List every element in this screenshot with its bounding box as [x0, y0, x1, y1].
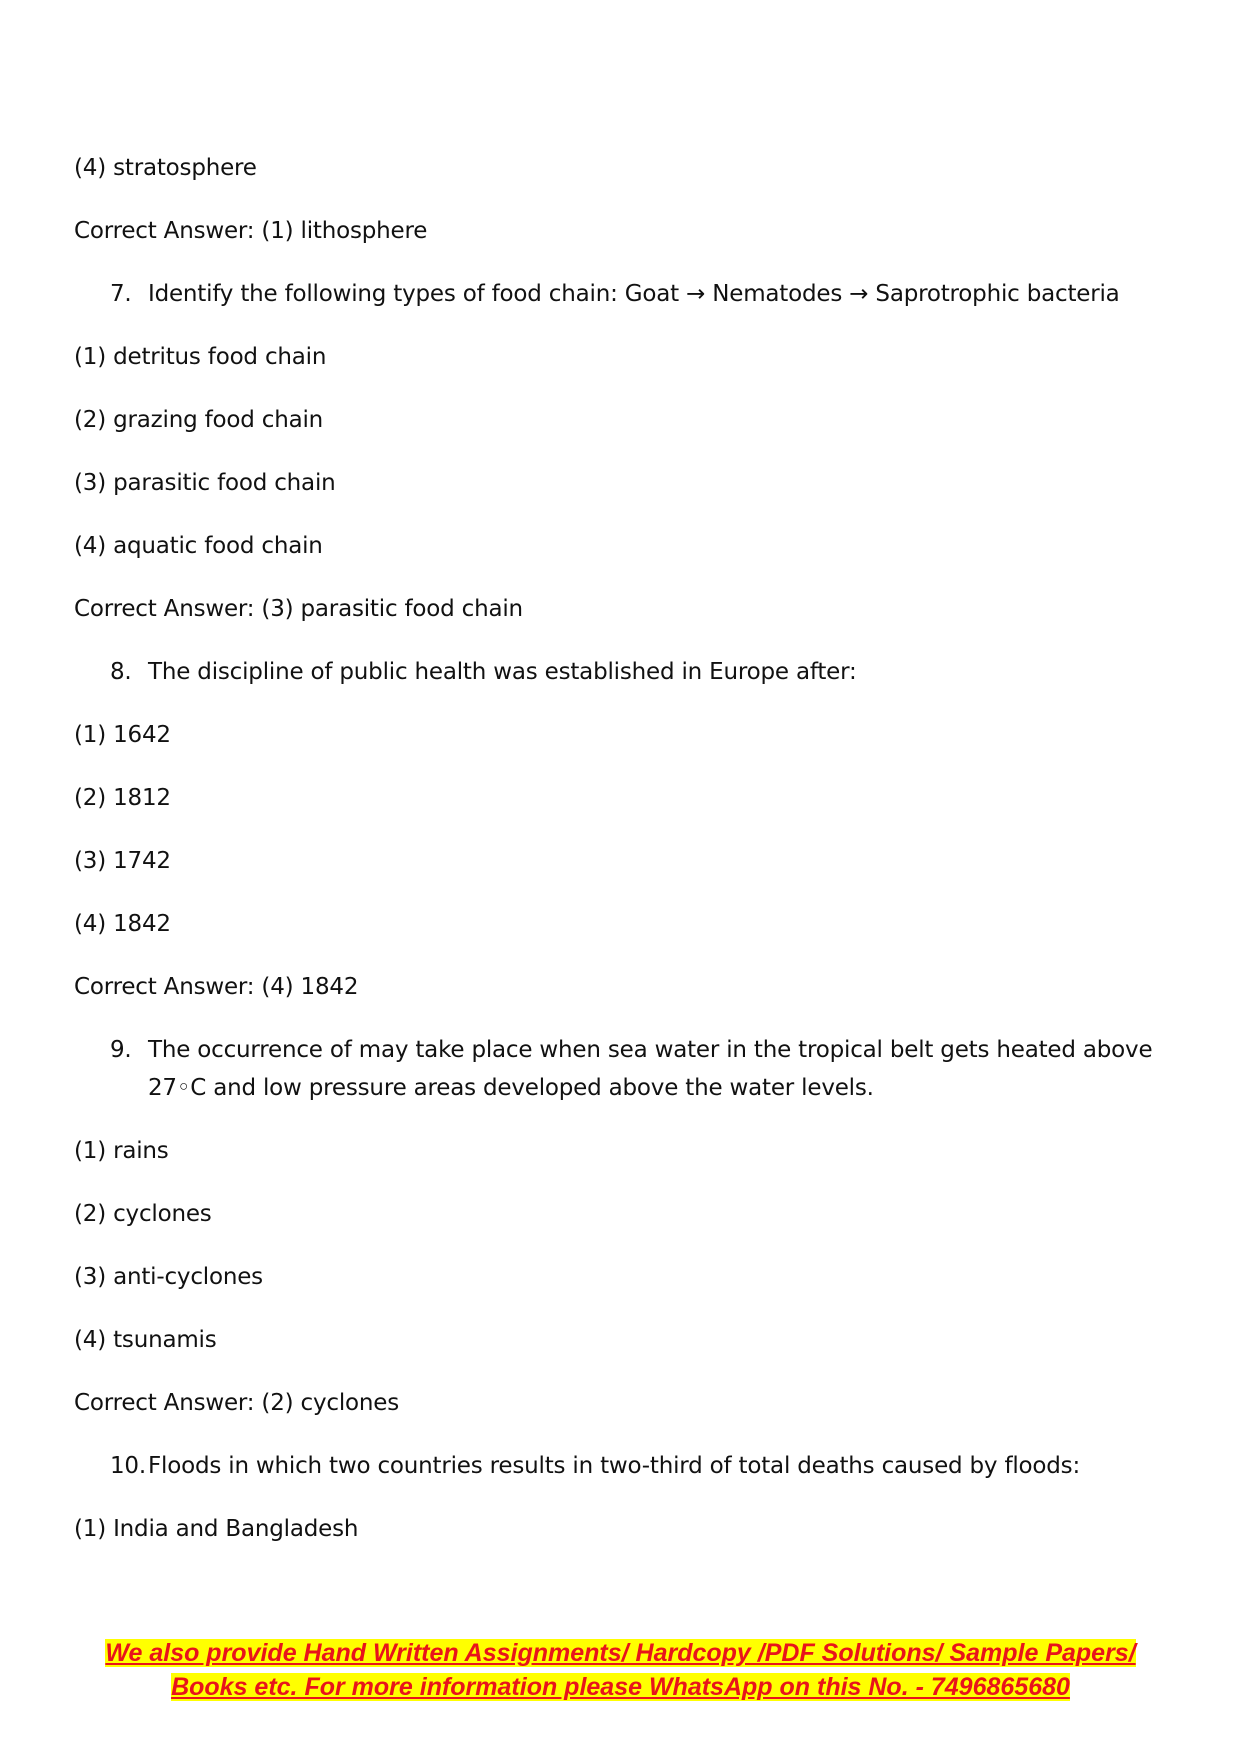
option-line: (4) 1842: [74, 911, 171, 937]
promo-footer: [60, 1636, 1181, 1704]
option-line: (4) tsunamis: [74, 1327, 217, 1353]
option-line: (1) India and Bangladesh: [74, 1516, 359, 1542]
promo-line-2: Books etc. For more information please WhatsApp on this No. - 7496865680: [171, 1673, 1070, 1701]
promo-line-1: We also provide Hand Written Assignments/ Hardcopy /PDF Solutions/ Sample Papers/: [105, 1639, 1136, 1667]
question-9: [110, 1031, 1190, 1107]
question-text: Identify the following types of food chain: Goat → Nematodes → Saprotrophic bacteria: [148, 281, 1120, 307]
question-number: 9.: [110, 1037, 132, 1063]
option-line: (2) grazing food chain: [74, 407, 324, 433]
question-number: 7.: [110, 281, 132, 307]
option-line: (4) stratosphere: [74, 155, 257, 181]
option-line: (2) 1812: [74, 785, 171, 811]
option-line: (3) 1742: [74, 848, 171, 874]
question-number: 8.: [110, 659, 132, 685]
question-8: [110, 653, 1190, 691]
question-number: 10.: [110, 1453, 146, 1479]
question-text: Floods in which two countries results in two-third of total deaths caused by floods:: [148, 1453, 1081, 1479]
question-10: [110, 1447, 1190, 1485]
answer-line: Correct Answer: (1) lithosphere: [74, 218, 428, 244]
option-line: (1) rains: [74, 1138, 169, 1164]
answer-line: Correct Answer: (2) cyclones: [74, 1390, 399, 1416]
option-line: (3) parasitic food chain: [74, 470, 336, 496]
answer-line: Correct Answer: (4) 1842: [74, 974, 359, 1000]
question-7: [110, 275, 1190, 313]
option-line: (2) cyclones: [74, 1201, 212, 1227]
option-line: (1) detritus food chain: [74, 344, 327, 370]
option-line: (1) 1642: [74, 722, 171, 748]
question-text: The occurrence of may take place when sea water in the tropical belt gets heated above 27◦C and low pressure areas developed above the water levels.: [148, 1037, 1153, 1101]
answer-line: Correct Answer: (3) parasitic food chain: [74, 596, 523, 622]
option-line: (3) anti-cyclones: [74, 1264, 263, 1290]
option-line: (4) aquatic food chain: [74, 533, 323, 559]
question-text: The discipline of public health was established in Europe after:: [148, 659, 857, 685]
